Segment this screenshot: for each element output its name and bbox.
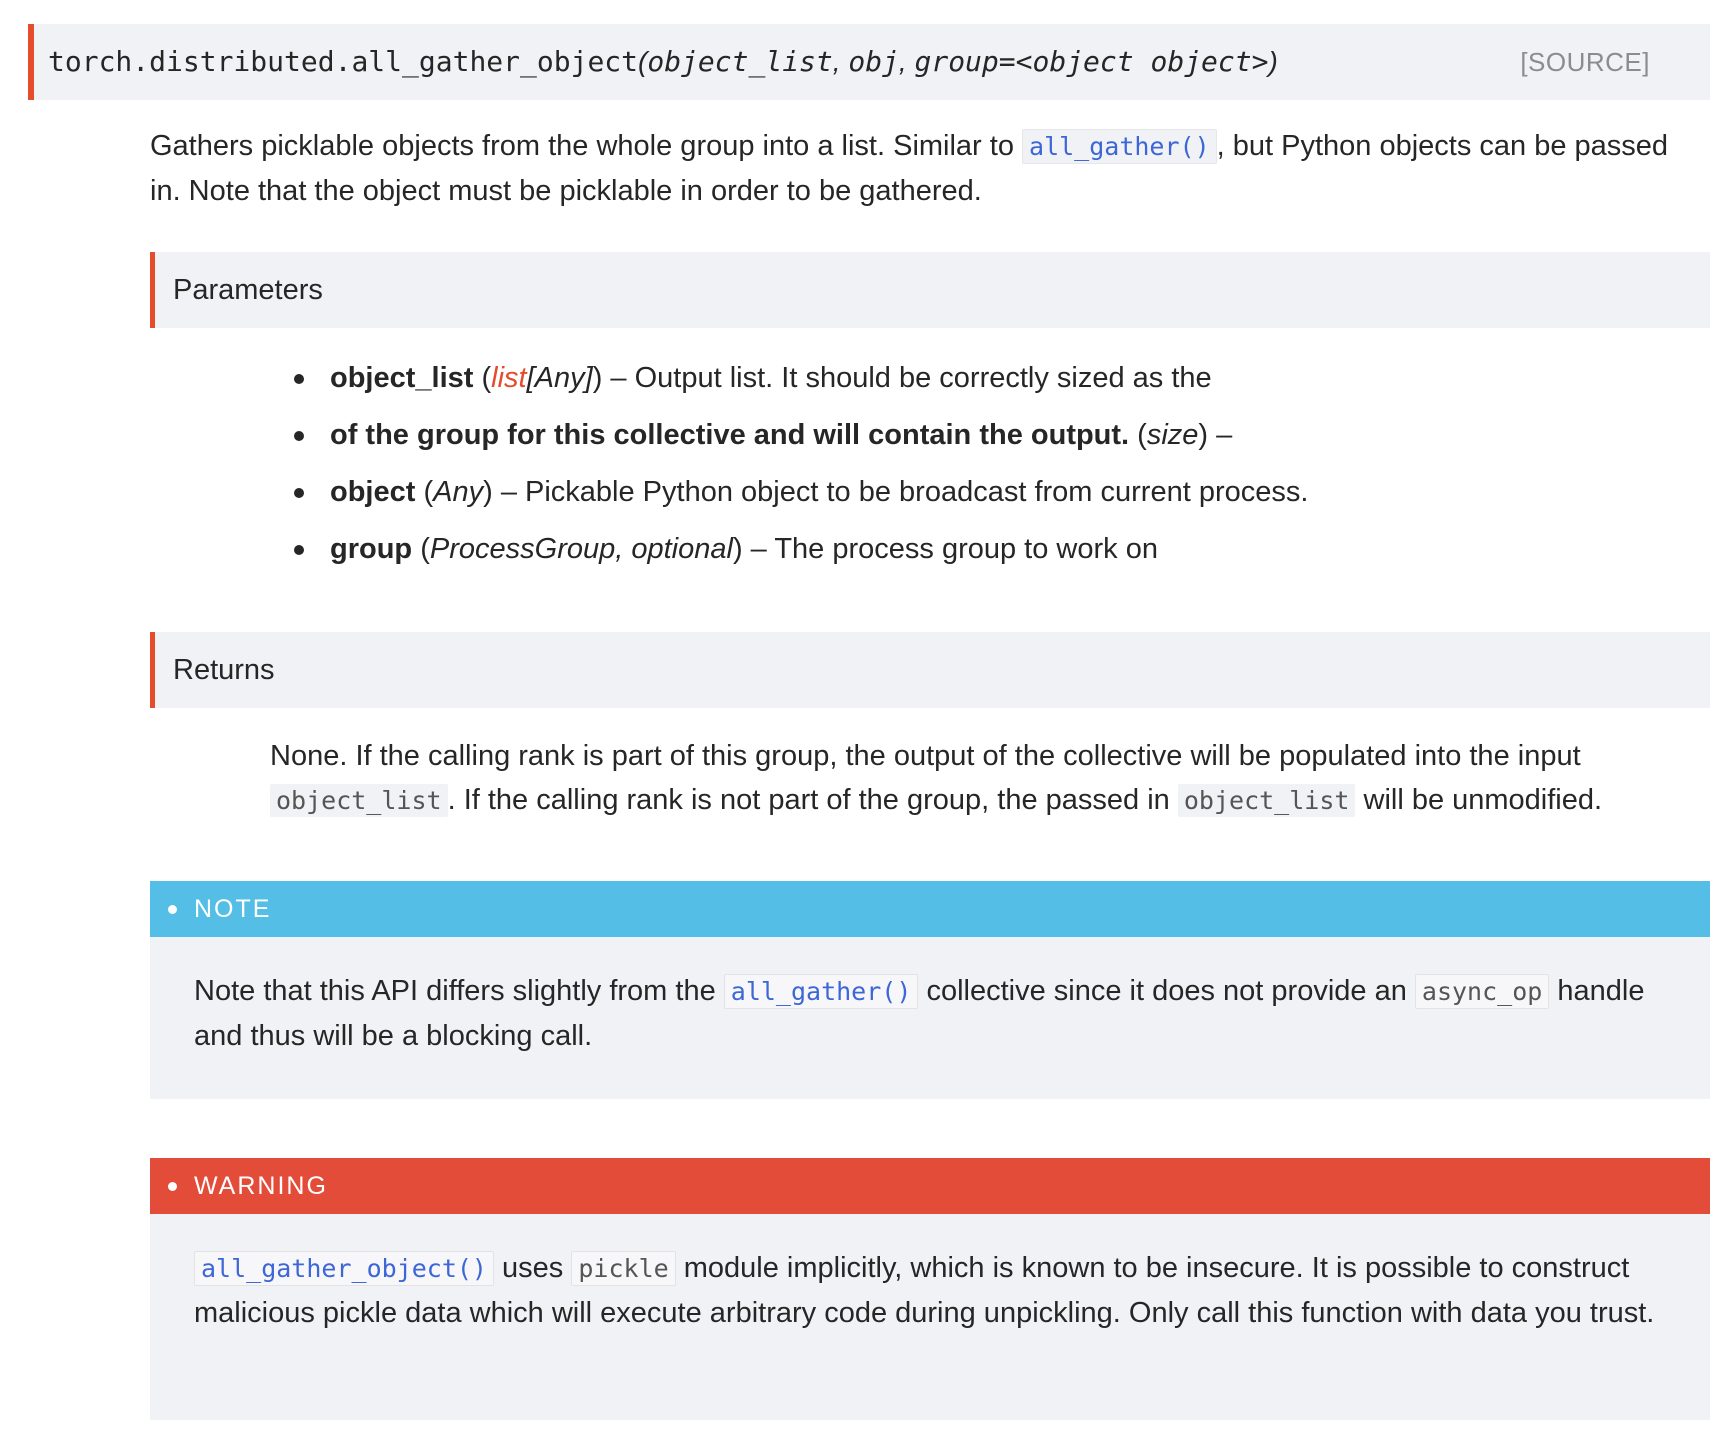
param-type: Any (433, 476, 484, 508)
parameters-list (290, 352, 1690, 580)
param-open-paren: ( (473, 362, 492, 394)
returns-description (270, 734, 1690, 823)
all-gather-link[interactable]: all_gather() (724, 974, 919, 1009)
function-signature (28, 24, 1710, 100)
description-text-1: Gathers picklable objects from the whole group into a list. Similar to (150, 130, 1023, 162)
all-gather-link[interactable]: all_gather() (1022, 129, 1217, 164)
note-title: NOTE (194, 895, 272, 923)
returns-text-3: will be unmodified. (1355, 784, 1603, 816)
warning-text-1: uses (493, 1252, 572, 1284)
pickle-code: pickle (571, 1251, 675, 1286)
param-desc: Pickable Python object to be broadcast from current process. (525, 476, 1309, 508)
param-desc: Output list. It should be correctly sized as the (634, 362, 1212, 394)
note-body (150, 937, 1710, 1099)
parameters-heading: Parameters (150, 252, 1710, 328)
param-open-paren: ( (412, 533, 430, 565)
warning-header (150, 1158, 1710, 1214)
warning-body (150, 1214, 1710, 1420)
warning-title: WARNING (194, 1172, 328, 1200)
open-paren: ( (638, 46, 648, 77)
param-item (290, 352, 1690, 409)
param-close-paren: ) – (483, 476, 526, 508)
returns-heading: Returns (150, 632, 1710, 708)
param-group: group=<object object> (914, 45, 1269, 78)
source-link[interactable]: [SOURCE] (1520, 47, 1650, 77)
param-type: size (1146, 419, 1199, 451)
param-item (290, 523, 1690, 580)
function-description (150, 124, 1698, 213)
warning-text-2: module implicitly, which is known to be insecure. It is possible to construct malicious pickle data which will execute arbitrary code during unpickling. Only call this function with data you trust. (194, 1252, 1655, 1329)
note-text-3: handle and thus will be a blocking call. (194, 975, 1645, 1052)
object-list-code: object_list (270, 784, 448, 817)
note-text-2: collective since it does not provide an (918, 975, 1415, 1007)
param-open-paren: ( (1129, 419, 1147, 451)
param-name: object_list (330, 362, 474, 394)
param-item (290, 409, 1690, 466)
comma-2: , (898, 46, 915, 77)
close-paren: ) (1268, 46, 1278, 77)
param-close-paren: ) – (1198, 419, 1233, 451)
all-gather-object-link[interactable]: all_gather_object() (194, 1251, 494, 1286)
param-name: of the group for this collective and will contain the output. (330, 419, 1130, 451)
bullet-icon (168, 1182, 177, 1191)
param-type: ProcessGroup, optional (429, 533, 733, 565)
returns-text-1: None. If the calling rank is part of this group, the output of the collective will be populated into the input (270, 740, 1581, 772)
comma-1: , (832, 46, 849, 77)
function-name: all_gather_object (351, 45, 639, 78)
param-type: [Any] (526, 362, 593, 394)
async-op-code: async_op (1415, 974, 1549, 1009)
param-open-paren: ( (415, 476, 434, 508)
param-desc: The process group to work on (774, 533, 1158, 565)
param-close-paren: ) – (732, 533, 775, 565)
param-obj: obj (848, 45, 899, 78)
returns-text-2: . If the calling rank is not part of the group, the passed in (447, 784, 1178, 816)
note-text (194, 969, 1666, 1058)
param-close-paren: ) – (592, 362, 635, 394)
list-type-link[interactable]: list (491, 362, 527, 394)
param-item (290, 466, 1690, 523)
signature-text (48, 40, 1278, 84)
param-object-list: object_list (647, 45, 833, 78)
warning-text (194, 1246, 1666, 1335)
object-list-code: object_list (1178, 784, 1356, 817)
bullet-icon (168, 905, 177, 914)
note-text-1: Note that this API differs slightly from the (194, 975, 724, 1007)
note-header (150, 881, 1710, 937)
param-name: object (330, 476, 416, 508)
description-text-2: , but Python objects can be passed in. Note that the object must be picklable in order to be gathered. (150, 130, 1669, 207)
param-name: group (330, 533, 413, 565)
signature-prefix: torch.distributed. (48, 45, 352, 78)
